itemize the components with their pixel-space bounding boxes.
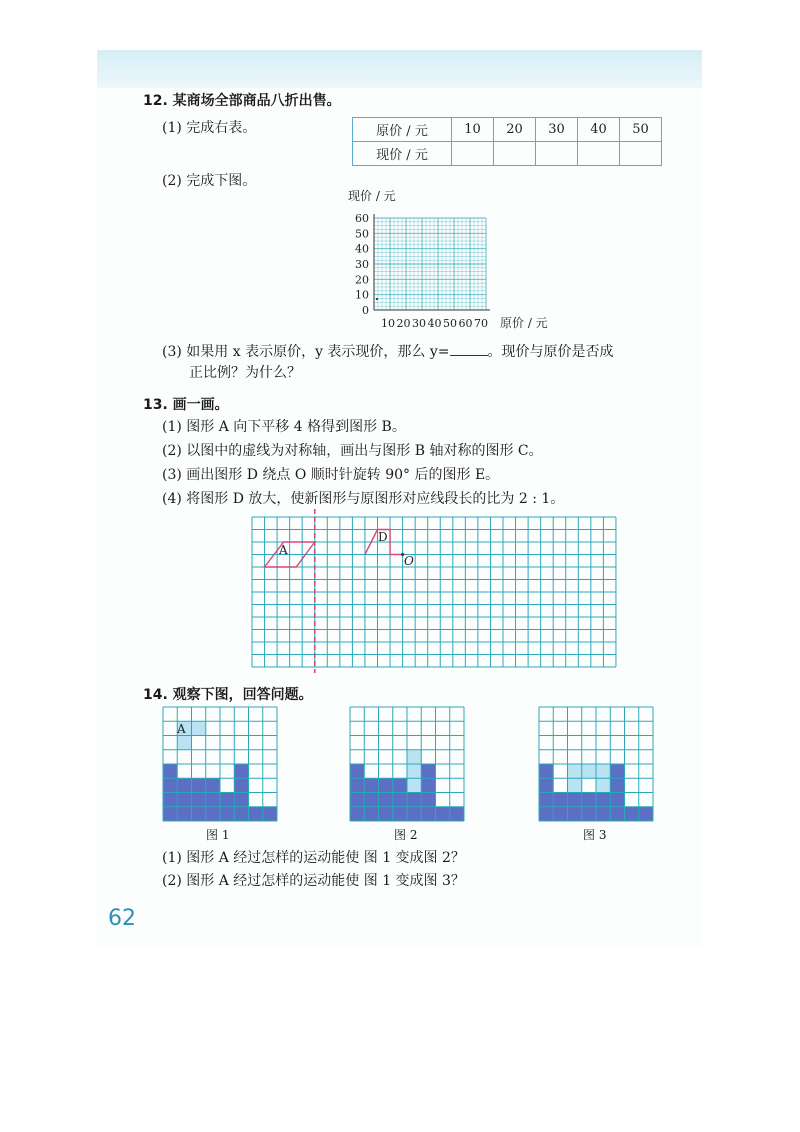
x-tick-label: 10 — [381, 317, 395, 330]
block-cell — [539, 807, 553, 821]
block-cell — [539, 778, 553, 792]
figure-2 — [350, 707, 465, 823]
price-table — [352, 117, 662, 166]
block-cell — [421, 764, 435, 778]
block-cell — [234, 807, 248, 821]
y-tick-label: 50 — [355, 227, 369, 241]
block-cell — [393, 793, 407, 807]
block-cell — [220, 807, 234, 821]
answer-blank[interactable] — [450, 343, 488, 356]
block-cell — [568, 807, 582, 821]
table-row — [353, 142, 662, 166]
block-cell — [234, 793, 248, 807]
block-cell — [163, 764, 177, 778]
block-cell — [192, 793, 206, 807]
figure-2-caption: 图 2 — [394, 828, 418, 842]
block-cell — [177, 807, 191, 821]
block-cell — [436, 807, 450, 821]
table-cell: 20 — [494, 118, 536, 142]
q13-part1: (1) 图形 A 向下平移 4 格得到图形 B。 — [162, 419, 406, 435]
table-cell: 40 — [578, 118, 620, 142]
page-number: 62 — [108, 906, 136, 931]
block-cell — [379, 778, 393, 792]
table-cell-empty — [536, 142, 578, 166]
q12-title: 12. 某商场全部商品八折出售。 — [143, 93, 341, 109]
data-dot — [376, 298, 378, 300]
y-tick-label: 10 — [355, 288, 369, 302]
block-cell — [625, 807, 639, 821]
block-cell — [407, 807, 421, 821]
block-cell — [596, 778, 610, 792]
block-cell — [610, 764, 624, 778]
block-cell — [192, 778, 206, 792]
page-header-band — [97, 50, 702, 90]
block-cell — [234, 764, 248, 778]
q13-part3: (3) 画出图形 D 绕点 O 顺时针旋转 90° 后的图形 E。 — [162, 467, 500, 483]
block-cell — [206, 778, 220, 792]
q12-part1: (1) 完成右表。 — [162, 120, 257, 136]
block-cell — [192, 721, 206, 735]
block-cell — [364, 807, 378, 821]
x-tick-label: 30 — [412, 317, 426, 330]
block-cell — [177, 793, 191, 807]
block-cell — [192, 807, 206, 821]
x-tick-label: 60 — [458, 317, 473, 330]
block-cell — [421, 807, 435, 821]
x-axis-label: 原价 / 元 — [500, 316, 548, 330]
block-cell — [177, 778, 191, 792]
q13-part2: (2) 以图中的虚线为对称轴，画出与图形 B 轴对称的图形 C。 — [162, 443, 543, 459]
block-cell — [379, 793, 393, 807]
block-cell — [249, 807, 263, 821]
table-row — [353, 118, 662, 142]
table-cell-empty — [452, 142, 494, 166]
table-cell: 50 — [620, 118, 662, 142]
block-cell — [610, 778, 624, 792]
figure-3 — [539, 707, 654, 823]
q12-part2: (2) 完成下图。 — [162, 173, 257, 189]
block-cell — [163, 778, 177, 792]
shape-a-label: A — [279, 543, 288, 557]
block-cell — [234, 778, 248, 792]
block-cell — [350, 807, 364, 821]
block-cell — [610, 793, 624, 807]
point-o — [401, 553, 404, 556]
block-cell — [582, 764, 596, 778]
y-tick-label: 0 — [362, 304, 369, 317]
q13-title: 13. 画一画。 — [143, 397, 229, 413]
graph-ylabel: 现价 / 元 — [348, 189, 396, 203]
block-cell — [582, 807, 596, 821]
y-tick-label: 60 — [355, 212, 369, 225]
table-cell: 30 — [536, 118, 578, 142]
shape-d-label: D — [378, 530, 388, 544]
drawing-grid[interactable] — [252, 517, 617, 672]
y-tick-label: 40 — [355, 242, 369, 256]
y-tick-label: 30 — [355, 258, 369, 271]
figure-3-caption: 图 3 — [583, 828, 607, 842]
block-cell — [553, 807, 567, 821]
block-cell — [364, 793, 378, 807]
point-o-label: O — [404, 554, 414, 568]
block-cell — [163, 793, 177, 807]
block-cell — [596, 764, 610, 778]
block-cell — [350, 778, 364, 792]
block-cell — [539, 793, 553, 807]
block-cell — [568, 778, 582, 792]
table-header-original: 原价 / 元 — [353, 118, 452, 142]
block-cell — [450, 807, 464, 821]
block-cell — [582, 793, 596, 807]
block-cell — [350, 793, 364, 807]
figure-1-label-a: A — [177, 722, 186, 736]
block-cell — [177, 736, 191, 750]
q14-part2: (2) 图形 A 经过怎样的运动能使 图 1 变成图 3？ — [162, 873, 465, 889]
y-tick-label: 20 — [355, 273, 369, 287]
x-tick-label: 20 — [396, 317, 411, 330]
block-cell — [568, 793, 582, 807]
block-cell — [421, 778, 435, 792]
block-cell — [206, 807, 220, 821]
block-cell — [553, 793, 567, 807]
q14-title: 14. 观察下图，回答问题。 — [143, 687, 313, 703]
block-cell — [421, 793, 435, 807]
block-cell — [539, 764, 553, 778]
figure-1-caption: 图 1 — [206, 828, 230, 842]
table-cell: 10 — [452, 118, 494, 142]
q12-part3: (3) 如果用 x 表示原价，y 表示现价，那么 y= 。现价与原价是否成 — [162, 344, 614, 360]
block-cell — [407, 750, 421, 764]
figure-1 — [163, 707, 278, 823]
table-header-current: 现价 / 元 — [353, 142, 452, 166]
block-cell — [206, 793, 220, 807]
block-cell — [568, 764, 582, 778]
block-cell — [393, 778, 407, 792]
block-cell — [350, 764, 364, 778]
block-cell — [163, 807, 177, 821]
table-cell-empty — [578, 142, 620, 166]
block-cell — [639, 807, 653, 821]
x-tick-label: 50 — [443, 317, 457, 330]
x-tick-label: 70 — [474, 317, 488, 330]
block-cell — [364, 778, 378, 792]
price-graph — [340, 205, 570, 335]
q12-part3-cont: 正比例？为什么？ — [189, 365, 301, 381]
block-cell — [220, 793, 234, 807]
block-cell — [263, 807, 277, 821]
table-cell-empty — [494, 142, 536, 166]
block-cell — [393, 807, 407, 821]
q14-part1: (1) 图形 A 经过怎样的运动能使 图 1 变成图 2？ — [162, 850, 465, 866]
block-cell — [610, 807, 624, 821]
block-cell — [407, 793, 421, 807]
block-cell — [596, 793, 610, 807]
block-cell — [379, 807, 393, 821]
block-cell — [407, 778, 421, 792]
q13-part4: (4) 将图形 D 放大，使新图形与原图形对应线段长的比为 2 : 1。 — [162, 491, 565, 507]
block-cell — [407, 764, 421, 778]
x-tick-label: 40 — [427, 317, 442, 330]
table-cell-empty — [620, 142, 662, 166]
block-cell — [596, 807, 610, 821]
